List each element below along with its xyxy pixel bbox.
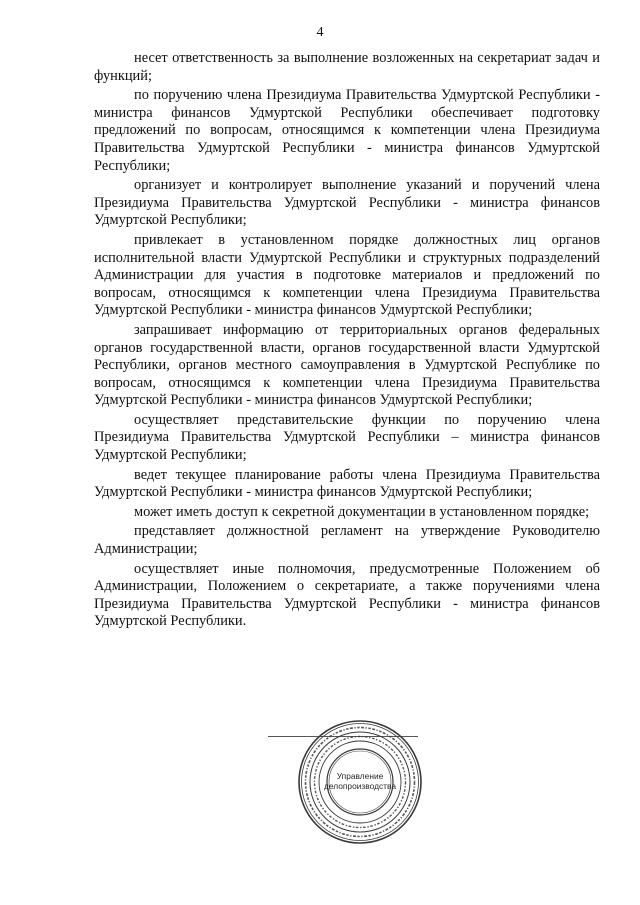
document-body — [94, 50, 600, 631]
office-seal — [296, 718, 424, 846]
paragraph-regulation: представляет должностной регламент на утверждение Руководителю Администрации; — [94, 523, 600, 558]
paragraph-other-powers: осуществляет иные полномочия, предусмотренные Положением об Администрации, Положением о секретариате, а также поручениями члена Президиума Правительства Удмуртской Республики - министра финансов Удмуртской Республики. — [94, 560, 600, 630]
seal-center-line-1: Управление — [336, 771, 384, 781]
paragraph-proposals: по поручению члена Президиума Правительства Удмуртской Республики - министра финансов Удмуртской Республики обеспечивает подготовку предложений по вопросам, относящимся к компетенции члена Президиума Правительства Удмуртской Республики - министра финансов Удмуртской Республики; — [94, 87, 600, 174]
seal-graphic — [296, 718, 424, 846]
paragraph-involvement: привлекает в установленном порядке должностных лиц органов исполнительной власти Удмуртской Республики и структурных подразделений Администрации для участия в подготовке материалов и предложений по вопросам, относящимся к компетенции члена Президиума Правительства Удмуртской Республики - министра финансов Удмуртской Республики; — [94, 231, 600, 319]
seal-center-line-2: делопроизводства — [323, 781, 397, 791]
paragraph-planning: ведет текущее планирование работы члена Президиума Правительства Удмуртской Республики - министра финансов Удмуртской Республики; — [94, 466, 600, 501]
paragraph-control: организует и контролирует выполнение указаний и поручений члена Президиума Правительства Удмуртской Республики - министра финансов Удмуртской Республики; — [94, 177, 600, 229]
page-number: 4 — [316, 25, 324, 40]
paragraph-secret-access: может иметь доступ к секретной документации в установленном порядке; — [134, 503, 590, 520]
paragraph-information-request: запрашивает информацию от территориальных органов федеральных органов государственной власти, органов государственной власти Удмуртской Республики, органов местного самоуправления в Удмуртской Республике по вопросам, относящимся к компетенции члена Президиума Правительства Удмуртской Республики - министра финансов Удмуртской Республики; — [94, 321, 600, 409]
paragraph-representation: осуществляет представительские функции по поручению члена Президиума Правительства Удмуртской Республики – министра финансов Удмуртской Республики; — [94, 411, 600, 464]
paragraph-responsibility: несет ответственность за выполнение возложенных на секретариат задач и функций; — [94, 50, 600, 84]
